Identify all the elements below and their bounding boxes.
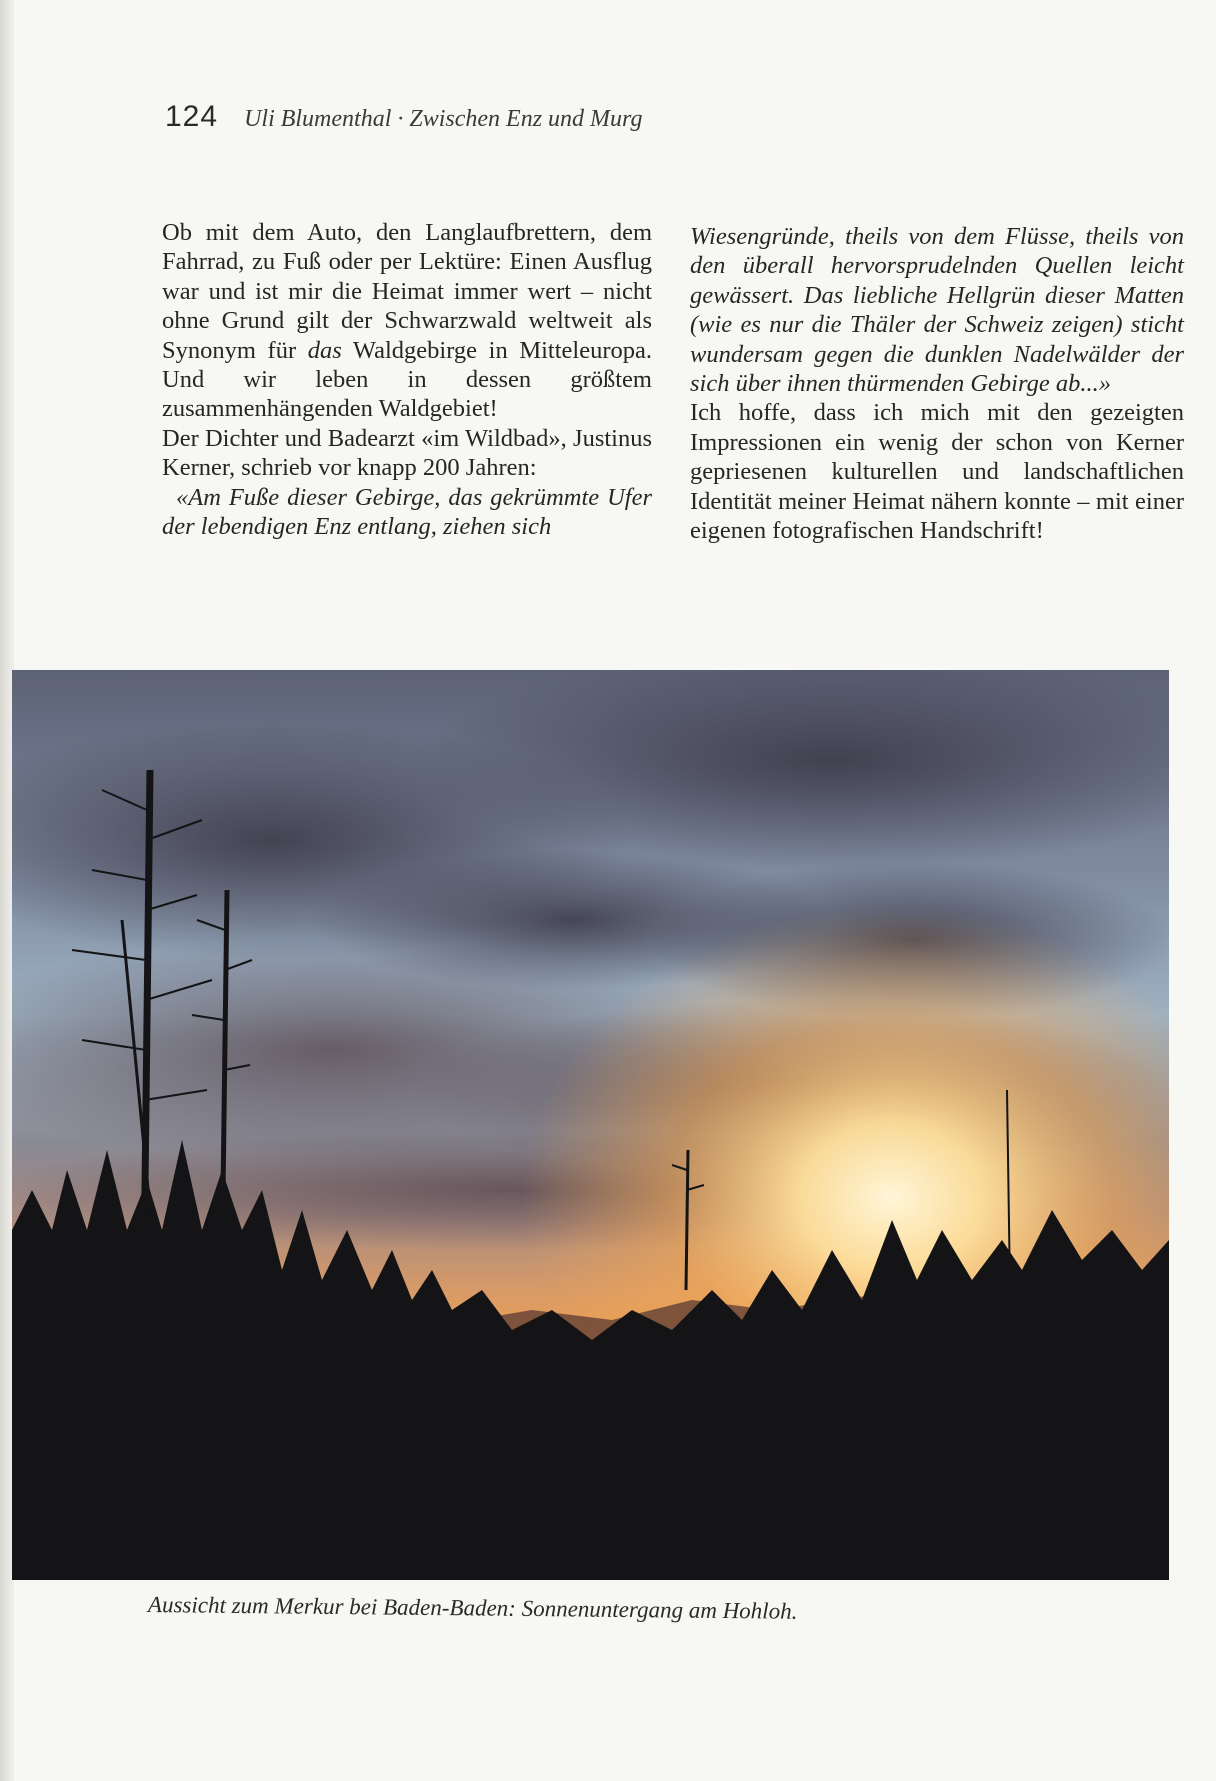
intro-paragraph [162, 218, 652, 424]
closing-paragraph: Ich hoffe, dass ich mich mit den gezeigten Impressionen ein wenig der schon von Kerner gepriesenen kulturellen und landschaftlichen Identität meiner Heimat nähern konnte – mit einer eigenen fotografischen Handschrift! [690, 399, 1184, 545]
kerner-quote-continued: Wiesengründe, theils von dem Flüsse, theils von den überall hervorsprudelnden Quellen leicht gewässert. Das liebliche Hellgrün dieser Matten (wie es nur die Thäler der Schweiz zeigen) sticht wundersam gegen die dunklen Nadelwälder der sich über ihnen thürmenden Gebirge ab...» [690, 223, 1184, 398]
running-title: Uli Blumenthal · Zwischen Enz und Murg [244, 106, 643, 132]
page-number: 124 [165, 100, 219, 133]
running-header [165, 100, 643, 140]
kerner-paragraph: Der Dichter und Badearzt «im Wildbad», Justinus Kerner, schrieb vor knapp 200 Jahren: [162, 424, 652, 482]
intro-text: Ob mit dem Auto, den Langlaufbrettern, dem Fahrrad, zu Fuß oder per Lektüre: Einen Ausflug war und ist mir die Heimat immer wert – nicht ohne Grund gilt der Schwarzwald weltweit als Synonym für [162, 219, 652, 364]
intro-emphasis: das [307, 336, 342, 364]
kerner-quote-start: «Am Fuße dieser Gebirge, das gekrümmte Ufer der lebendigen Enz entlang, ziehen sich [162, 483, 652, 541]
sunset-photo [12, 670, 1169, 1580]
intro-text-end: Waldgebirge in Mitteleuropa. Und wir leben in dessen größtem zusammenhängenden Waldgebiet! [162, 336, 652, 423]
figure-caption: Aussicht zum Merkur bei Baden-Baden: Sonnenuntergang am Hohloh. [147, 1592, 798, 1624]
text-column-left [162, 218, 652, 541]
text-column-right [690, 222, 1184, 545]
